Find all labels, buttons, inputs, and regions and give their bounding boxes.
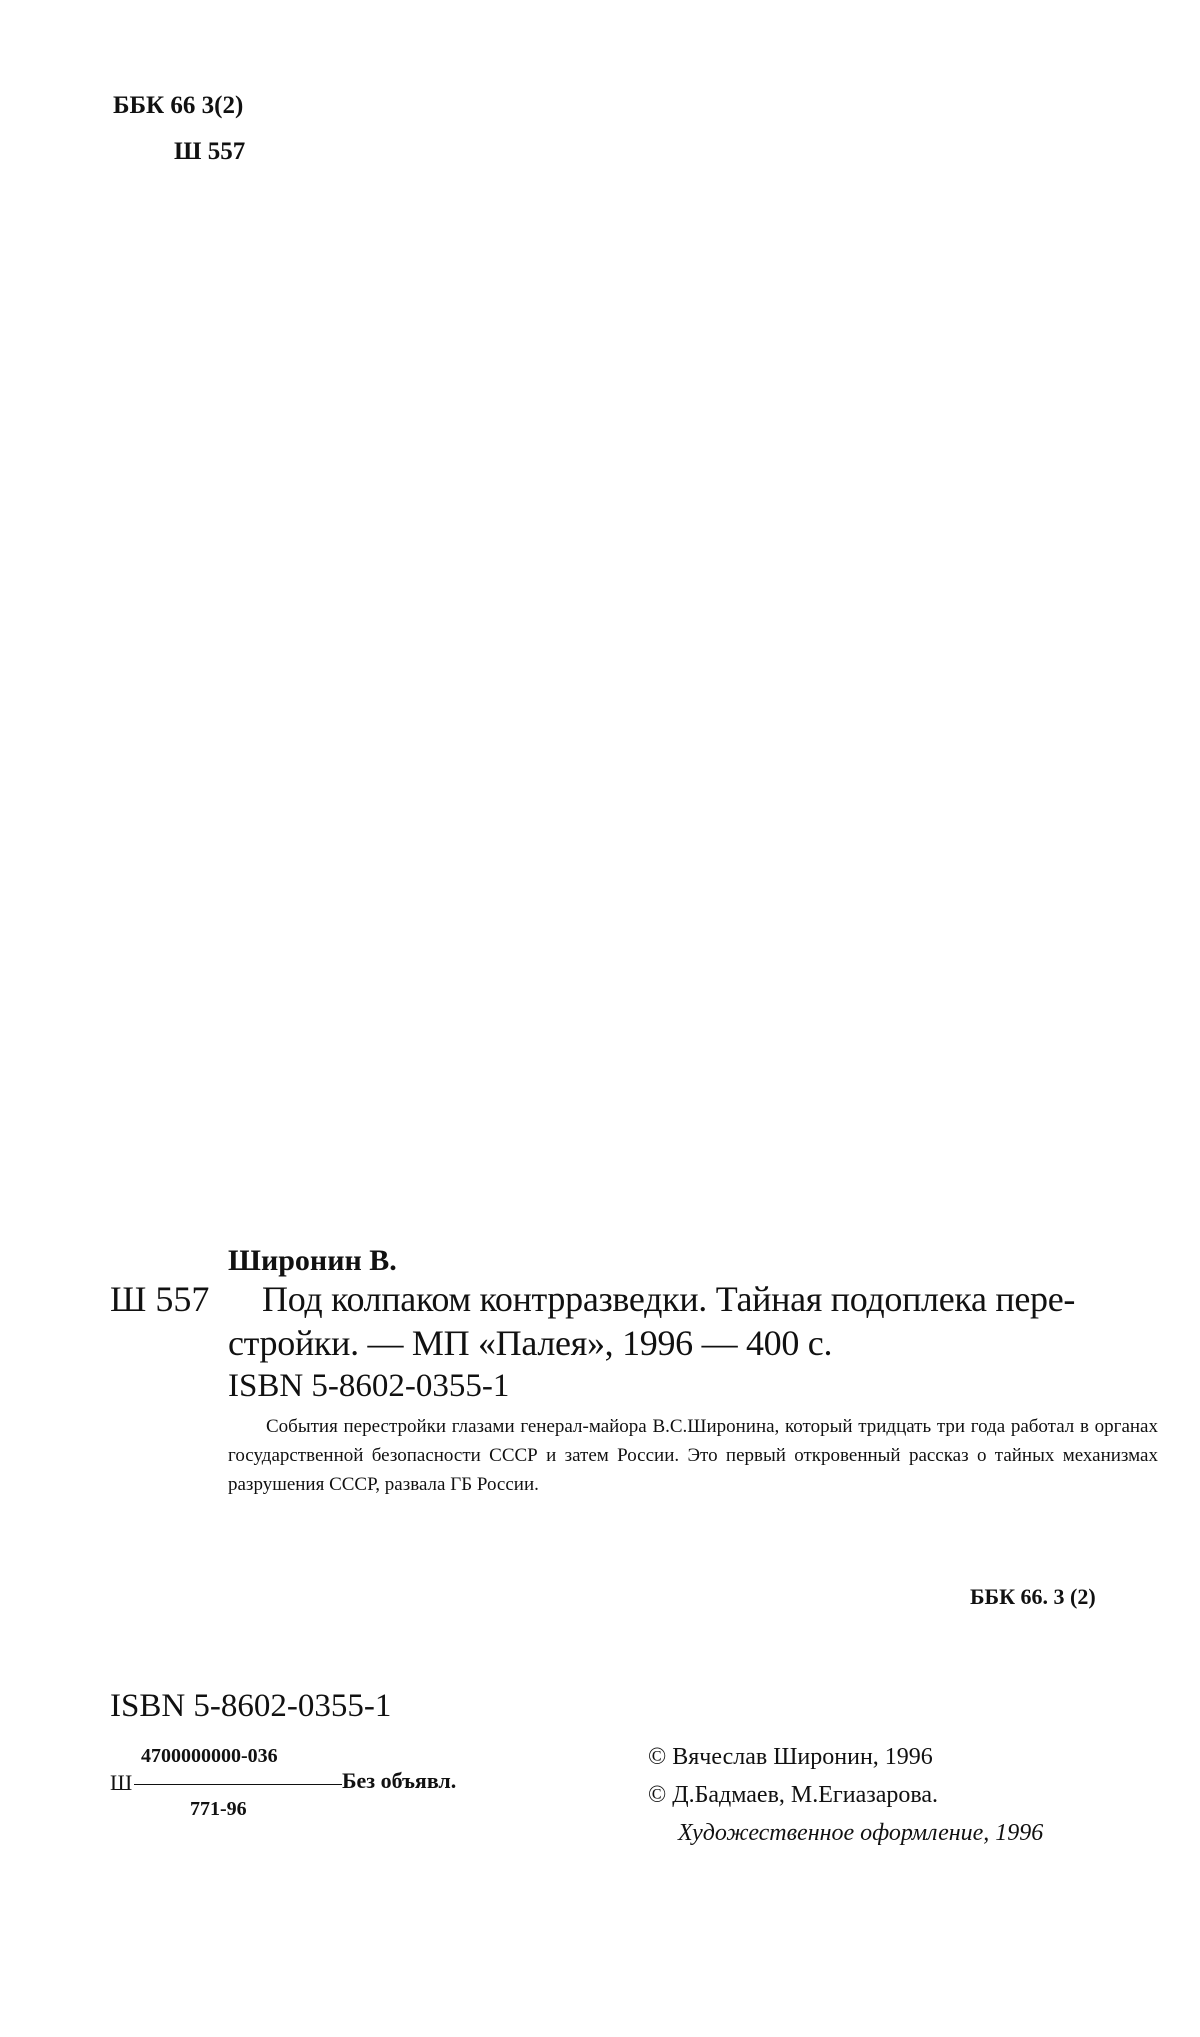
bbk-classification: ББК 66 3(2) [113,92,244,119]
imprint-sh-letter: Ш [110,1770,133,1795]
copyright-design-note: Художественное оформление, 1996 [678,1820,1044,1846]
imprint-fraction-line [134,1784,342,1785]
copyright-designers: © Д.Бадмаев, М.Егиазарова. [648,1782,939,1808]
imprint-order-number: 771-96 [190,1798,247,1820]
record-author: Широнин В. [228,1244,397,1277]
record-title-line-1: Под колпаком контрразведки. Тайная подоплека пере- [262,1279,1076,1319]
imprint-price-note: Без объявл. [342,1768,457,1793]
record-isbn: ISBN 5-8602-0355-1 [228,1368,510,1404]
copyright-author: © Вячеслав Широнин, 1996 [648,1744,933,1770]
record-bbk: ББК 66. 3 (2) [970,1584,1096,1609]
author-code: Ш 557 [174,138,246,165]
record-annotation: События перестройки глазами генерал-майора В.С.Широнина, который тридцать три года работал в органах государственной безопасности СССР и затем России. Это первый откровенный рассказ о тайных механизмах разрушения СССР, развала ГБ России. [228,1416,1158,1495]
imprint-barcode-number: 4700000000-036 [141,1745,278,1767]
record-author-code: Ш 557 [110,1279,210,1319]
imprint-isbn: ISBN 5-8602-0355-1 [110,1688,392,1724]
record-title-line-2: стройки. — МП «Палея», 1996 — 400 с. [228,1323,833,1363]
